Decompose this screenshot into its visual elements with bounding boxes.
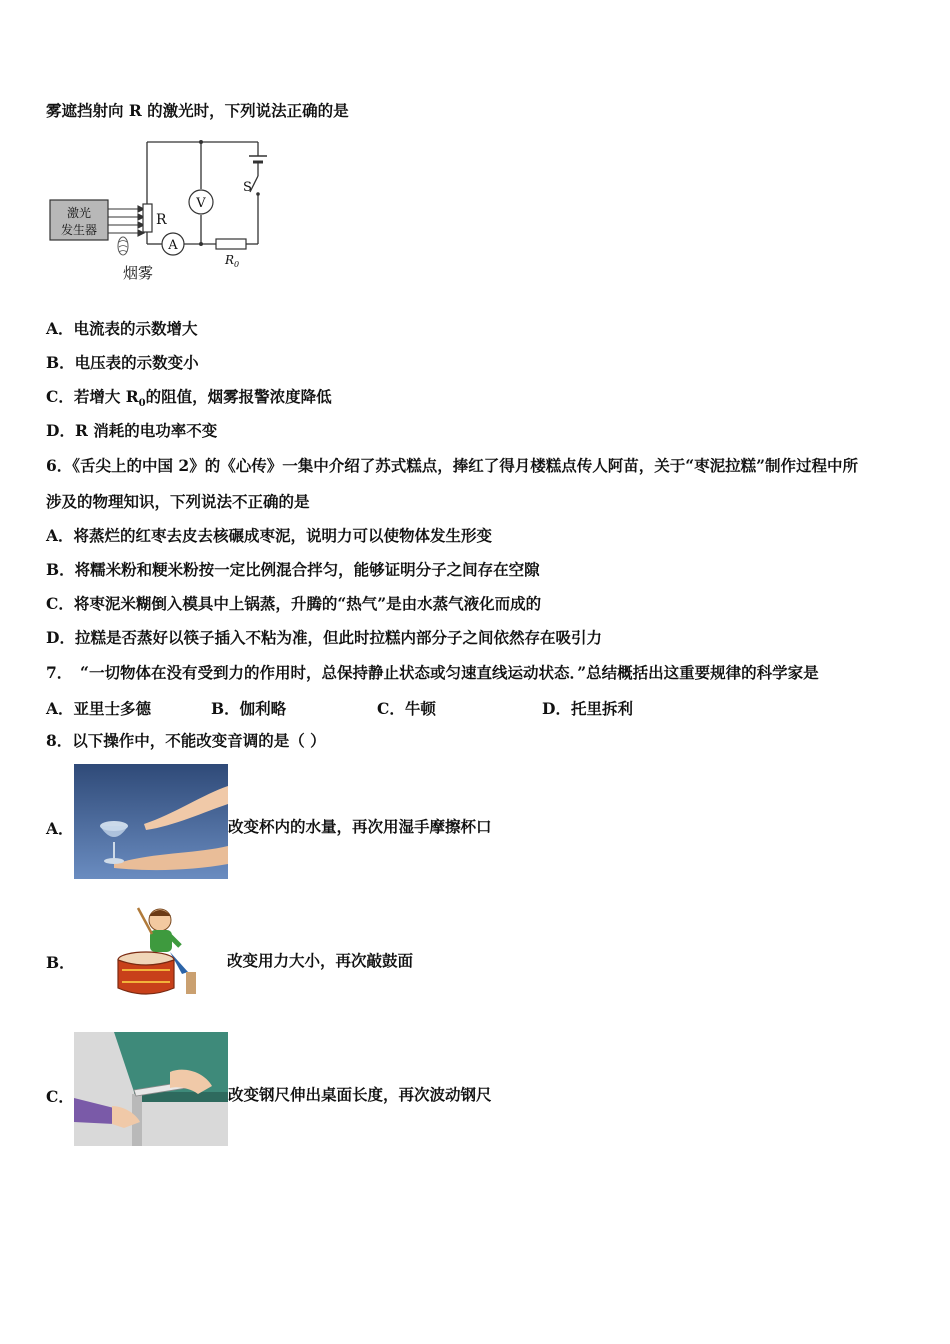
q6-option-b: B．将糯米粉和粳米粉按一定比例混合拌匀，能够证明分子之间存在空隙 [46,560,540,579]
q8-option-c-text: 改变钢尺伸出桌面长度，再次波动钢尺 [228,1085,492,1104]
q5-option-a: A．电流表的示数增大 [46,319,198,338]
q8-stem: 8．以下操作中，不能改变音调的是（ ） [46,731,326,750]
laser-label-2: 发生器 [60,223,98,237]
resistor-r0-label: $R_0$ [225,253,240,269]
q6-stem-line2: 涉及的物理知识，下列说法不正确的是 [46,492,310,511]
q5-option-d: D．R 消耗的电功率不变 [46,421,218,440]
q8-option-b-text: 改变用力大小，再次敲鼓面 [227,951,414,970]
wine-glass-image [74,764,228,879]
q8-option-c-letter: C． [46,1087,74,1106]
resistor-r-label: R [156,212,167,228]
q7-option-b: B．伽利略 [211,699,287,718]
q6-option-a: A．将蒸烂的红枣去皮去核碾成枣泥，说明力可以使物体发生形变 [46,526,493,545]
q7-option-c: C．牛顿 [377,699,436,718]
resistor-r0 [216,239,246,249]
q6-option-d: D．拉糕是否蒸好以筷子插入不粘为准，但此时拉糕内部分子之间依然存在吸引力 [46,628,602,647]
voltmeter-label: V [196,196,206,211]
q7-option-a: A．亚里士多德 [46,699,152,718]
ammeter-label: A [168,238,178,253]
smoke-label: 烟雾 [122,264,154,282]
q8-option-a-letter: A． [46,819,74,838]
q7-option-d: D．托里拆利 [542,699,633,718]
q6-stem-line1: 6．《舌尖上的中国 2》的《心传》一集中介绍了苏式糕点，捧红了得月楼糕点传人阿苗，关于“枣泥拉糕”制作过程中所 [46,456,859,475]
q7-stem: 7． “一切物体在没有受到力的作用时，总保持静止状态或匀速直线运动状态．”总结概括出这重要规律的科学家是 [46,663,819,682]
smoke-icon [118,237,128,255]
switch-label: S [243,180,252,195]
q7-options [46,697,633,719]
q8-option-b-letter: B． [46,953,75,972]
q5-option-c: C．若增大 $R_0$的阻值，烟雾报警浓度降低 [46,387,332,410]
drum-boy-image [108,900,204,1006]
circuit-diagram [46,134,280,284]
q6-option-c: C．将枣泥米糊倒入模具中上锅蒸，升腾的“热气”是由水蒸气液化而成的 [46,594,542,613]
q5-option-b: B．电压表的示数变小 [46,353,199,372]
steel-ruler-image [74,1032,228,1146]
q8-option-a-text: 改变杯内的水量，再次用湿手摩擦杯口 [228,817,492,836]
question-5-stem-tail: 雾遮挡射向 R 的激光时，下列说法正确的是 [46,101,349,120]
laser-label-1: 激光 [66,206,92,220]
resistor-r [143,204,152,232]
